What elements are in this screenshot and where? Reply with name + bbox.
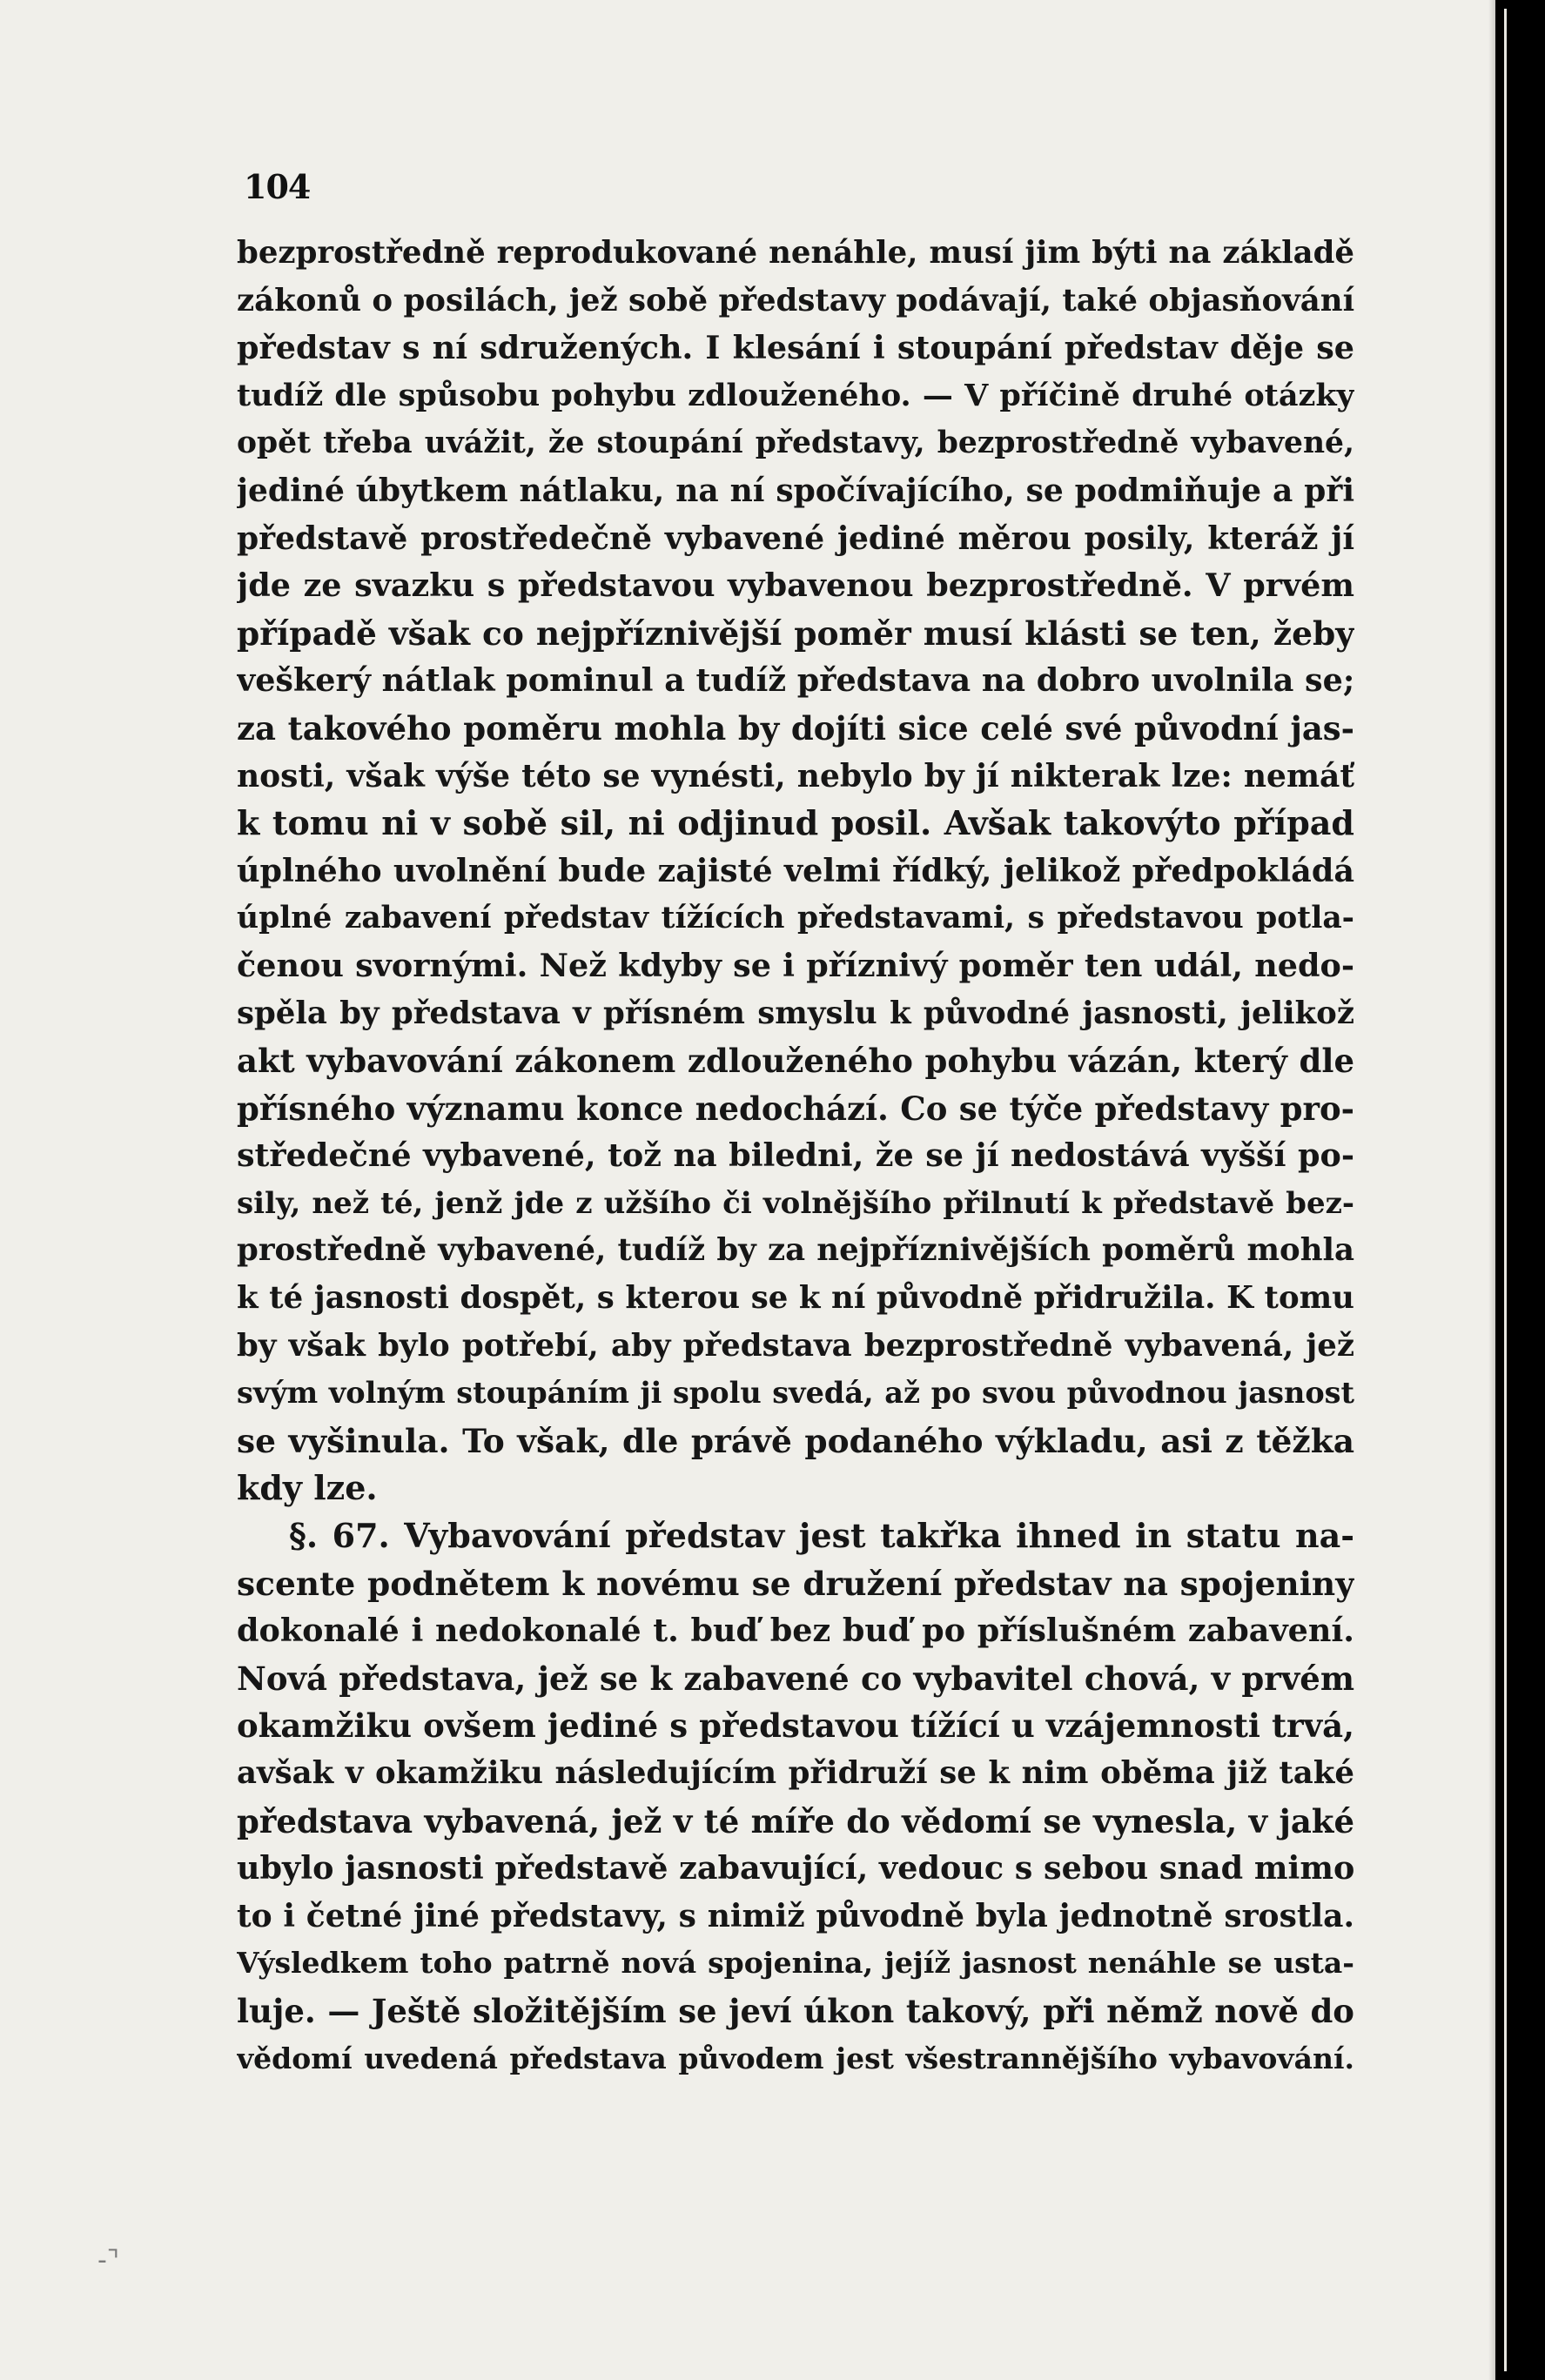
text-line: Nová představa, jež se k zabavené co vybavitel chová, v prvém bbox=[237, 1659, 1354, 1698]
text-line: jediné úbytkem nátlaku, na ní spočívajícího, se podmiňuje a při bbox=[237, 472, 1354, 509]
text-line: prostředně vybavené, tudíž by za nejpříznivějších poměrů mohla bbox=[237, 1232, 1354, 1269]
text-line: čenou svornými. Než kdyby se i příznivý poměr ten udál, nedo- bbox=[237, 946, 1354, 984]
body-text bbox=[237, 230, 1354, 2082]
text-line: okamžiku ovšem jediné s představou tížící u vzájemnosti trvá, bbox=[237, 1706, 1354, 1746]
text-line: sily, než té, jenž jde z užšího či volnějšího přilnutí k představě bez- bbox=[237, 1185, 1354, 1221]
text-line: případě však co nejpříznivější poměr musí klásti se ten, žeby bbox=[237, 613, 1354, 653]
text-line: dokonalé i nedokonalé t. buď bez buď po příslušném zabavení. bbox=[237, 1612, 1354, 1650]
text-line: kdy lze. bbox=[237, 1468, 378, 1508]
text-line: luje. — Ještě složitějším se jeví úkon takový, při němž nově do bbox=[237, 1991, 1354, 2030]
page-number: 104 bbox=[244, 167, 311, 206]
text-line: k té jasnosti dospět, s kterou se k ní původně přidružila. K tomu bbox=[237, 1280, 1354, 1317]
section-heading-line: §. 67. Vybavování představ jest takřka ihned in statu na- bbox=[289, 1516, 1354, 1556]
text-line: scente podnětem k novému se družení představ na spojeniny bbox=[237, 1564, 1354, 1603]
text-line: představě prostředečně vybavené jediné měrou posily, kteráž jí bbox=[237, 520, 1354, 557]
text-line: k tomu ni v sobě sil, ni odjinud posil. Avšak takovýto případ bbox=[237, 803, 1354, 843]
text-line: opět třeba uvážit, že stoupání představy, bezprostředně vybavené, bbox=[237, 426, 1354, 461]
text-line: se vyšinula. To však, dle právě podaného výkladu, asi z těžka bbox=[237, 1421, 1354, 1460]
text-line: spěla by představa v přísném smyslu k původné jasnosti, jelikož bbox=[237, 995, 1354, 1031]
text-line: by však bylo potřebí, aby představa bezprostředně vybavená, jež bbox=[237, 1327, 1354, 1364]
text-line: svým volným stoupáním ji spolu svedá, až po svou původnou jasnost bbox=[237, 1376, 1354, 1411]
text-line: za takového poměru mohla by dojíti sice celé své původní jas- bbox=[237, 708, 1354, 748]
text-line: vědomí uvedená představa původem jest všestrannějšího vybavování. bbox=[237, 2041, 1354, 2075]
page-edge-line bbox=[1504, 9, 1507, 2371]
text-line: středečné vybavené, tož na biledni, že se jí nedostává vyšší po- bbox=[237, 1136, 1354, 1175]
margin-speck: -⌝ bbox=[97, 2245, 119, 2276]
text-line: úplné zabavení představ tížících představami, s představou potla- bbox=[237, 901, 1354, 936]
text-line: úplného uvolnění bude zajisté velmi řídký, jelikož předpokládá bbox=[237, 851, 1354, 889]
text-line: Výsledkem toho patrně nová spojenina, jejíž jasnost nenáhle se usta- bbox=[237, 1946, 1354, 1981]
text-line: představa vybavená, jež v té míře do vědomí se vynesla, v jaké bbox=[237, 1801, 1354, 1840]
text-line: tudíž dle spůsobu pohybu zdlouženého. — V příčině druhé otázky bbox=[237, 377, 1354, 413]
text-line: zákonů o posilách, jež sobě představy podávají, také objasňování bbox=[237, 282, 1354, 318]
text-line: přísného významu konce nedochází. Co se týče představy pro- bbox=[237, 1089, 1354, 1128]
text-line: představ s ní sdružených. I klesání i stoupání představ děje se bbox=[237, 329, 1354, 367]
text-line: jde ze svazku s představou vybavenou bezprostředně. V prvém bbox=[237, 567, 1354, 605]
text-line: avšak v okamžiku následujícím přidruží se k nim oběma již také bbox=[237, 1755, 1354, 1791]
text-line: veškerý nátlak pominul a tudíž představa na dobro uvolnila se; bbox=[237, 661, 1354, 700]
text-line: bezprostředně reprodukované nenáhle, musí jim býti na základě bbox=[237, 235, 1354, 271]
text-line: to i četné jiné představy, s nimiž původně byla jednotně srostla. bbox=[237, 1897, 1354, 1934]
text-line: akt vybavování zákonem zdlouženého pohybu vázán, který dle bbox=[237, 1042, 1354, 1081]
text-line: ubylo jasnosti představě zabavující, vedouc s sebou snad mimo bbox=[237, 1849, 1354, 1887]
text-line: nosti, však výše této se vynésti, nebylo by jí nikterak lze: nemáť bbox=[237, 757, 1354, 794]
